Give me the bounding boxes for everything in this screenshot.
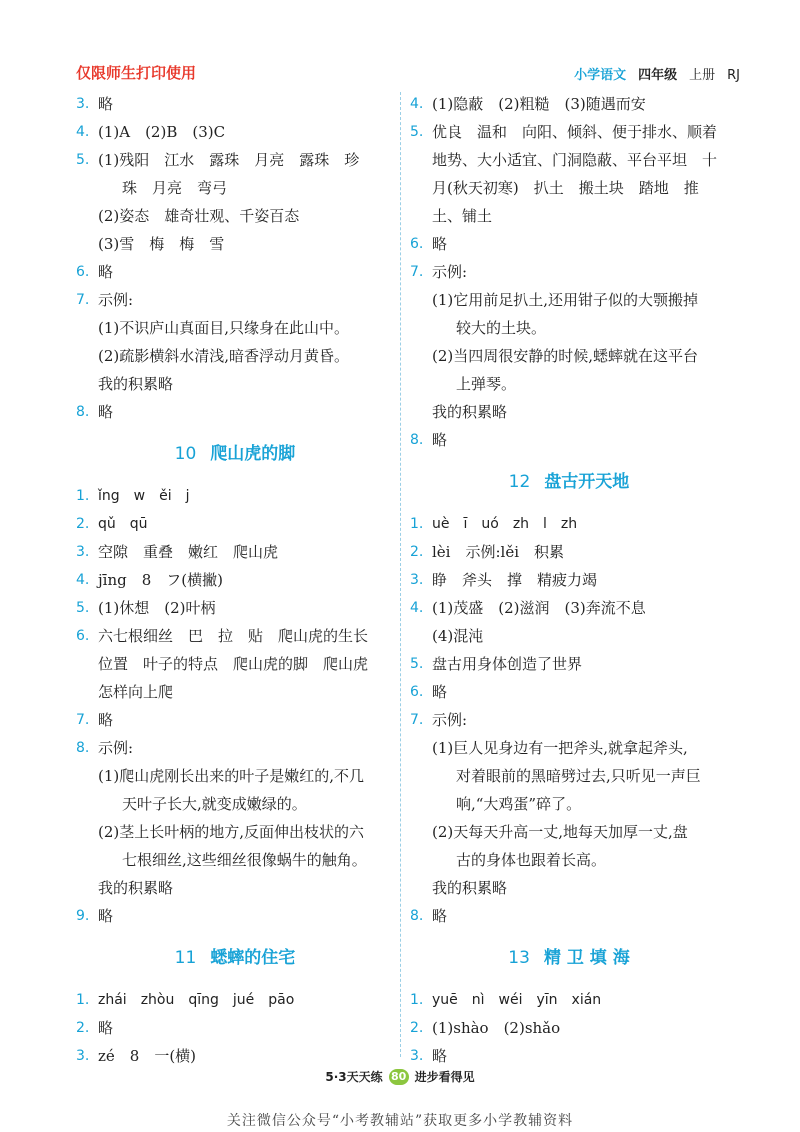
answer-text: (2)姿态 雄奇壮观、千姿百态 — [98, 207, 300, 225]
question-number: 3. — [76, 1048, 90, 1064]
answer-line — [76, 314, 394, 342]
answer-text: (2)疏影横斜水清浅,暗香浮动月黄昏。 — [98, 347, 350, 365]
answer-text: 示例: — [98, 291, 134, 309]
answer-text: jīng 8 フ(横撇) — [98, 571, 223, 589]
section-heading: 精 卫 填 海 — [543, 948, 630, 968]
section-title — [76, 930, 394, 986]
question-number: 3. — [76, 544, 90, 560]
section-title — [410, 454, 728, 510]
answer-line — [410, 258, 728, 286]
answer-line — [410, 314, 728, 342]
question-number: 4. — [76, 572, 90, 588]
answer-line — [76, 762, 394, 790]
answer-line — [76, 902, 394, 930]
answer-text: (2)当四周很安静的时候,蟋蟀就在这平台 — [432, 347, 699, 365]
answer-line — [410, 762, 728, 790]
answer-text: (1)A (2)B (3)C — [98, 123, 226, 141]
answer-text: 略 — [98, 263, 114, 281]
answer-line — [410, 230, 728, 258]
answer-line — [410, 706, 728, 734]
answer-line — [76, 734, 394, 762]
question-number: 1. — [76, 488, 90, 504]
question-number: 4. — [410, 600, 424, 616]
answer-line — [76, 846, 394, 874]
answer-text: (1)巨人见身边有一把斧头,就拿起斧头, — [432, 739, 688, 757]
subject-label: 小学语文 — [574, 68, 627, 83]
answer-text: 略 — [432, 907, 448, 925]
section-number: 11 — [174, 948, 197, 968]
question-number: 5. — [76, 600, 90, 616]
answer-text: zé 8 一(横) — [98, 1047, 197, 1065]
answer-text: 示例: — [98, 739, 134, 757]
answer-line — [76, 566, 394, 594]
answer-text: uè ī uó zh l zh — [432, 516, 578, 532]
answer-line — [76, 398, 394, 426]
answer-line — [76, 874, 394, 902]
answer-line — [76, 706, 394, 734]
question-number: 8. — [76, 740, 90, 756]
answer-text: (2)天每天升高一丈,地每天加厚一丈,盘 — [432, 823, 688, 841]
answer-line — [410, 622, 728, 650]
answer-text: 略 — [432, 1047, 448, 1065]
question-number: 4. — [410, 96, 424, 112]
answer-line — [76, 538, 394, 566]
answer-text: 怎样向上爬 — [98, 683, 174, 701]
section-title — [410, 930, 728, 986]
answer-text: 位置 叶子的特点 爬山虎的脚 爬山虎 — [98, 655, 369, 673]
question-number: 9. — [76, 908, 90, 924]
section-heading: 蟋蟀的住宅 — [210, 948, 296, 968]
answer-line — [76, 90, 394, 118]
answer-text: 略 — [98, 403, 114, 421]
question-number: 7. — [410, 712, 424, 728]
answer-line — [76, 1042, 394, 1070]
footer-brand: 5·3天天练 — [325, 1070, 383, 1084]
answer-text: 空隙 重叠 嫩红 爬山虎 — [98, 543, 279, 561]
answer-text: ǐng w ěi j — [98, 488, 190, 504]
answer-line — [76, 286, 394, 314]
answer-text: 示例: — [432, 263, 468, 281]
section-number: 10 — [174, 444, 197, 464]
answer-line — [410, 342, 728, 370]
page-number: 80 — [389, 1069, 409, 1085]
question-number: 7. — [410, 264, 424, 280]
answer-line — [410, 174, 728, 202]
answer-text: 优良 温和 向阳、倾斜、便于排水、顺着 — [432, 123, 718, 141]
question-number: 8. — [410, 432, 424, 448]
answer-line — [410, 986, 728, 1014]
answer-line — [76, 370, 394, 398]
answer-text: (1)它用前足扒土,还用钳子似的大颚搬掉 — [432, 291, 699, 309]
answer-line — [76, 342, 394, 370]
question-number: 3. — [410, 1048, 424, 1064]
answer-line — [410, 734, 728, 762]
answer-text: 上弹琴。 — [456, 375, 517, 393]
book-info — [574, 64, 740, 83]
question-number: 4. — [76, 124, 90, 140]
answer-text: 略 — [98, 1019, 114, 1037]
question-number: 1. — [76, 992, 90, 1008]
section-number: 13 — [508, 948, 530, 968]
answer-line — [410, 118, 728, 146]
answer-text: 地势、大小适宜、门洞隐蔽、平台平坦 十 — [432, 151, 718, 169]
answer-line — [410, 286, 728, 314]
answer-line — [410, 146, 728, 174]
question-number: 2. — [76, 1020, 90, 1036]
answer-line — [410, 538, 728, 566]
question-number: 1. — [410, 516, 424, 532]
question-number: 6. — [76, 264, 90, 280]
question-number: 5. — [410, 656, 424, 672]
left-column — [76, 90, 394, 1070]
answer-line — [76, 258, 394, 286]
answer-line — [410, 594, 728, 622]
answer-line — [410, 398, 728, 426]
answer-line — [76, 146, 394, 174]
answer-line — [410, 202, 728, 230]
answer-text: (1)茂盛 (2)滋润 (3)奔流不息 — [432, 599, 646, 617]
answer-line — [410, 874, 728, 902]
answer-line — [410, 818, 728, 846]
grade-label: 四年级 — [638, 68, 678, 83]
answer-line — [410, 370, 728, 398]
section-number: 12 — [508, 472, 531, 492]
answer-line — [76, 622, 394, 650]
question-number: 5. — [410, 124, 424, 140]
answer-line — [76, 202, 394, 230]
column-divider — [400, 92, 401, 1057]
answer-text: 盘古用身体创造了世界 — [432, 655, 583, 673]
answer-line — [76, 174, 394, 202]
answer-text: 月(秋天初寒) 扒土 搬土块 踏地 推 — [432, 179, 699, 197]
answer-line — [76, 1014, 394, 1042]
answer-line — [76, 986, 394, 1014]
promo-line: 关注微信公众号“小考教辅站”获取更多小学教辅资料 — [226, 1113, 574, 1129]
answer-text: (1)不识庐山真面目,只缘身在此山中。 — [98, 319, 350, 337]
answer-text: (1)爬山虎刚长出来的叶子是嫩红的,不几 — [98, 767, 365, 785]
question-number: 6. — [410, 236, 424, 252]
answer-line — [410, 650, 728, 678]
answer-text: 略 — [98, 95, 114, 113]
question-number: 3. — [410, 572, 424, 588]
answer-line — [410, 566, 728, 594]
answer-line — [410, 1014, 728, 1042]
answer-line — [76, 118, 394, 146]
question-number: 1. — [410, 992, 424, 1008]
section-heading: 爬山虎的脚 — [210, 444, 296, 464]
answer-line — [76, 678, 394, 706]
answer-line — [410, 90, 728, 118]
answer-text: 珠 月亮 弯弓 — [122, 179, 228, 197]
answer-text: 我的积累略 — [98, 375, 174, 393]
answer-line — [410, 426, 728, 454]
right-column — [410, 90, 728, 1070]
answer-text: 我的积累略 — [98, 879, 174, 897]
answer-line — [76, 482, 394, 510]
answer-line — [76, 650, 394, 678]
answer-text: (4)混沌 — [432, 627, 484, 645]
answer-text: qǔ qū — [98, 516, 148, 532]
answer-line — [76, 790, 394, 818]
answer-text: 我的积累略 — [432, 403, 508, 421]
answer-text: 略 — [98, 711, 114, 729]
question-number: 6. — [76, 628, 90, 644]
answer-text: 七根细丝,这些细丝很像蜗牛的触角。 — [122, 851, 367, 869]
page-footer — [0, 1068, 800, 1085]
answer-text: 古的身体也跟着长高。 — [456, 851, 607, 869]
question-number: 8. — [410, 908, 424, 924]
question-number: 3. — [76, 96, 90, 112]
answer-line — [76, 230, 394, 258]
answer-text: 土、铺土 — [432, 207, 493, 225]
question-number: 2. — [76, 516, 90, 532]
answer-text: zhái zhòu qīng jué pāo — [98, 992, 295, 1008]
answer-text: yuē nì wéi yīn xián — [432, 992, 602, 1008]
answer-line — [410, 1042, 728, 1070]
answer-text: (1)休想 (2)叶柄 — [98, 599, 216, 617]
answer-text: 睁 斧头 撑 精疲力竭 — [432, 571, 598, 589]
answer-text: 响,“大鸡蛋”碎了。 — [456, 795, 582, 813]
answer-text: (1)残阳 江水 露珠 月亮 露珠 珍 — [98, 151, 360, 169]
answer-text: 略 — [98, 907, 114, 925]
answer-text: 我的积累略 — [432, 879, 508, 897]
answer-text: 示例: — [432, 711, 468, 729]
print-restriction-title: 仅限师生打印使用 — [76, 64, 197, 82]
section-heading: 盘古开天地 — [544, 472, 630, 492]
answer-text: (1)隐蔽 (2)粗糙 (3)随遇而安 — [432, 95, 646, 113]
answer-text: (3)雪 梅 梅 雪 — [98, 235, 225, 253]
question-number: 2. — [410, 544, 424, 560]
answer-text: 较大的土块。 — [456, 319, 547, 337]
answer-line — [410, 902, 728, 930]
answer-text: (2)茎上长叶柄的地方,反面伸出枝状的六 — [98, 823, 365, 841]
section-title — [76, 426, 394, 482]
question-number: 8. — [76, 404, 90, 420]
question-number: 2. — [410, 1020, 424, 1036]
answer-line — [410, 678, 728, 706]
answer-line — [76, 818, 394, 846]
edition-label: RJ — [727, 68, 740, 83]
footer-slogan: 进步看得见 — [414, 1070, 475, 1084]
answer-text: 略 — [432, 683, 448, 701]
answer-line — [410, 790, 728, 818]
answer-line — [410, 846, 728, 874]
answer-text: 略 — [432, 431, 448, 449]
volume-label: 上册 — [689, 68, 716, 83]
answer-text: (1)shào (2)shǎo — [432, 1019, 561, 1037]
question-number: 6. — [410, 684, 424, 700]
answer-text: 对着眼前的黑暗劈过去,只听见一声巨 — [456, 767, 701, 785]
answer-line — [410, 510, 728, 538]
answer-text: 略 — [432, 235, 448, 253]
answer-text: lèi 示例:lěi 积累 — [432, 543, 564, 561]
question-number: 7. — [76, 712, 90, 728]
question-number: 7. — [76, 292, 90, 308]
question-number: 5. — [76, 152, 90, 168]
answer-line — [76, 510, 394, 538]
answer-text: 天叶子长大,就变成嫩绿的。 — [122, 795, 307, 813]
answer-text: 六七根细丝 巴 拉 贴 爬山虎的生长 — [98, 627, 369, 645]
answer-line — [76, 594, 394, 622]
